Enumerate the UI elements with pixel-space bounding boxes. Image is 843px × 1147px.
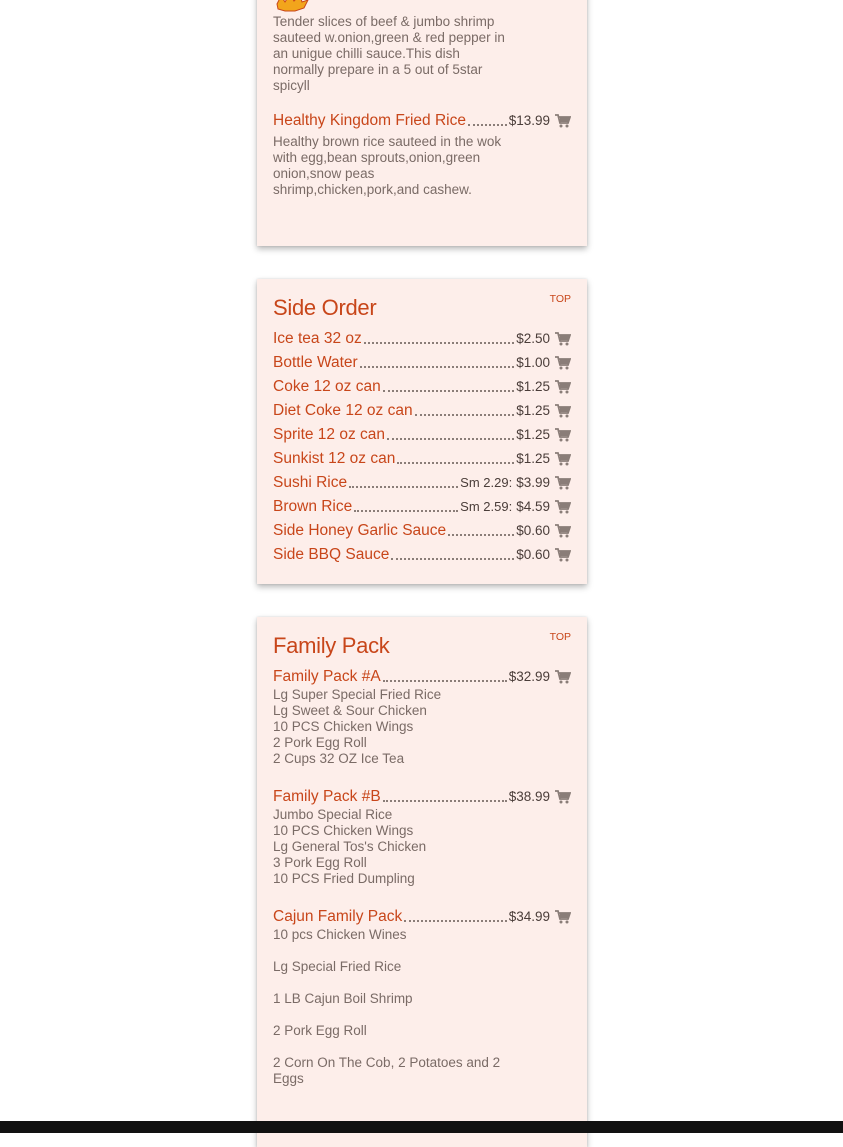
pack-item-line: 10 PCS Fried Dumpling [273, 871, 415, 886]
dotted-leader [415, 414, 515, 416]
pack-item-line: 10 PCS Chicken Wings [273, 719, 414, 734]
pack-item-line: 2 Cups 32 OZ Ice Tea [273, 751, 405, 766]
menu-item-row[interactable] [273, 425, 571, 445]
menu-item-name[interactable]: Diet Coke 12 oz can [273, 402, 413, 419]
menu-item-name[interactable]: Family Pack #B [273, 788, 381, 805]
pack-item-line: Lg General Tos's Chicken [273, 839, 427, 854]
dotted-leader [360, 366, 514, 368]
menu-item-name[interactable]: Sunkist 12 oz can [273, 450, 396, 467]
spicy-badge-icon [275, 0, 309, 12]
menu-item-row[interactable] [273, 377, 571, 397]
menu-item-price: $1.25 [516, 451, 550, 466]
dotted-leader [387, 438, 514, 440]
item-description: Tender slices of beef & jumbo shrimp sauteed w.onion,green & red pepper in an unigue chilli sauce.This dish normally prepare in a 5 out of 5star spicyll [273, 14, 505, 93]
menu-item-row[interactable] [273, 473, 571, 493]
menu-item-name[interactable]: Healthy Kingdom Fried Rice [273, 112, 466, 129]
menu-section-card-fried-rice [257, 0, 587, 246]
pack-item-line: 2 Pork Egg Roll [273, 735, 367, 750]
menu-item-row[interactable] [273, 521, 571, 541]
shopping-cart-icon[interactable] [555, 114, 571, 128]
shopping-cart-icon[interactable] [555, 524, 571, 538]
menu-item-size-price: Sm 2.29: [460, 475, 513, 490]
dotted-leader [448, 534, 514, 536]
pack-item-line: 10 PCS Chicken Wings [273, 823, 414, 838]
menu-item-row[interactable] [273, 545, 571, 565]
dotted-leader [404, 920, 506, 922]
shopping-cart-icon[interactable] [555, 500, 571, 514]
dotted-leader [468, 124, 507, 126]
shopping-cart-icon[interactable] [555, 548, 571, 562]
menu-item-price: $0.60 [516, 547, 550, 562]
pack-item-line: 2 Corn On The Cob, 2 Potatoes and 2 Eggs [273, 1055, 501, 1086]
shopping-cart-icon[interactable] [555, 476, 571, 490]
menu-item-row[interactable] [273, 907, 571, 927]
dotted-leader [354, 510, 458, 512]
menu-item-name[interactable]: Coke 12 oz can [273, 378, 381, 395]
menu-item-name[interactable]: Bottle Water [273, 354, 358, 371]
menu-item-name[interactable]: Brown Rice [273, 498, 353, 515]
menu-item-size-price: Sm 2.59: [460, 499, 513, 514]
shopping-cart-icon[interactable] [555, 452, 571, 466]
menu-item-price: $4.59 [516, 499, 550, 514]
menu-section-card-side-order [257, 279, 587, 584]
menu-item-row[interactable] [273, 111, 571, 131]
shopping-cart-icon[interactable] [555, 380, 571, 394]
dotted-leader [383, 800, 507, 802]
dotted-leader [364, 342, 514, 344]
pack-item-line: 10 pcs Chicken Wines [273, 927, 407, 942]
shopping-cart-icon[interactable] [555, 670, 571, 684]
back-to-top-link[interactable]: TOP [549, 631, 571, 643]
pack-item-line: 3 Pork Egg Roll [273, 855, 367, 870]
page-footer-bar [0, 1121, 843, 1133]
menu-item-name[interactable]: Family Pack #A [273, 668, 381, 685]
back-to-top-link[interactable]: TOP [549, 293, 571, 305]
menu-item-row[interactable] [273, 353, 571, 373]
menu-item-row[interactable] [273, 401, 571, 421]
dotted-leader [383, 680, 507, 682]
menu-section-card-family-pack [257, 617, 587, 1147]
menu-item-price: $34.99 [508, 909, 550, 924]
section-title: Side Order [273, 295, 377, 320]
menu-item-price: $2.50 [516, 331, 550, 346]
menu-item-price: $1.00 [516, 355, 550, 370]
menu-item-name[interactable]: Ice tea 32 oz [273, 330, 362, 347]
menu-item-name[interactable]: Side BBQ Sauce [273, 546, 390, 563]
menu-item-name[interactable]: Cajun Family Pack [273, 908, 403, 925]
pack-item-line: Lg Sweet & Sour Chicken [273, 703, 427, 718]
shopping-cart-icon[interactable] [555, 356, 571, 370]
menu-item-row[interactable] [273, 329, 571, 349]
menu-item-row[interactable] [273, 787, 571, 807]
menu-item-row[interactable] [273, 497, 571, 517]
shopping-cart-icon[interactable] [555, 910, 571, 924]
menu-item-price: $1.25 [516, 379, 550, 394]
dotted-leader [349, 486, 458, 488]
pack-item-line: Lg Special Fried Rice [273, 959, 402, 974]
menu-item-price: $13.99 [508, 113, 550, 128]
pack-item-line: 2 Pork Egg Roll [273, 1023, 367, 1038]
menu-item-price: $32.99 [508, 669, 550, 684]
menu-item-name[interactable]: Sushi Rice [273, 474, 348, 491]
menu-item-name[interactable]: Sprite 12 oz can [273, 426, 386, 443]
shopping-cart-icon[interactable] [555, 790, 571, 804]
menu-item-price: $1.25 [516, 403, 550, 418]
shopping-cart-icon[interactable] [555, 332, 571, 346]
section-title: Family Pack [273, 633, 390, 658]
pack-item-line: Lg Super Special Fried Rice [273, 687, 442, 702]
menu-item-row[interactable] [273, 449, 571, 469]
menu-item-name[interactable]: Side Honey Garlic Sauce [273, 522, 447, 539]
menu-item-price: $1.25 [516, 427, 550, 442]
menu-item-price: $38.99 [508, 789, 550, 804]
menu-item-row[interactable] [273, 667, 571, 687]
menu-item-price: $0.60 [516, 523, 550, 538]
dotted-leader [391, 558, 514, 560]
shopping-cart-icon[interactable] [555, 428, 571, 442]
pack-item-line: 1 LB Cajun Boil Shrimp [273, 991, 413, 1006]
dotted-leader [383, 390, 514, 392]
shopping-cart-icon[interactable] [555, 404, 571, 418]
pack-item-line: Jumbo Special Rice [273, 807, 393, 822]
menu-item-price: $3.99 [516, 475, 550, 490]
item-description: Healthy brown rice sauteed in the wok with egg,bean sprouts,onion,green onion,snow peas shrimp,chicken,pork,and cashew. [273, 134, 502, 197]
dotted-leader [397, 462, 514, 464]
